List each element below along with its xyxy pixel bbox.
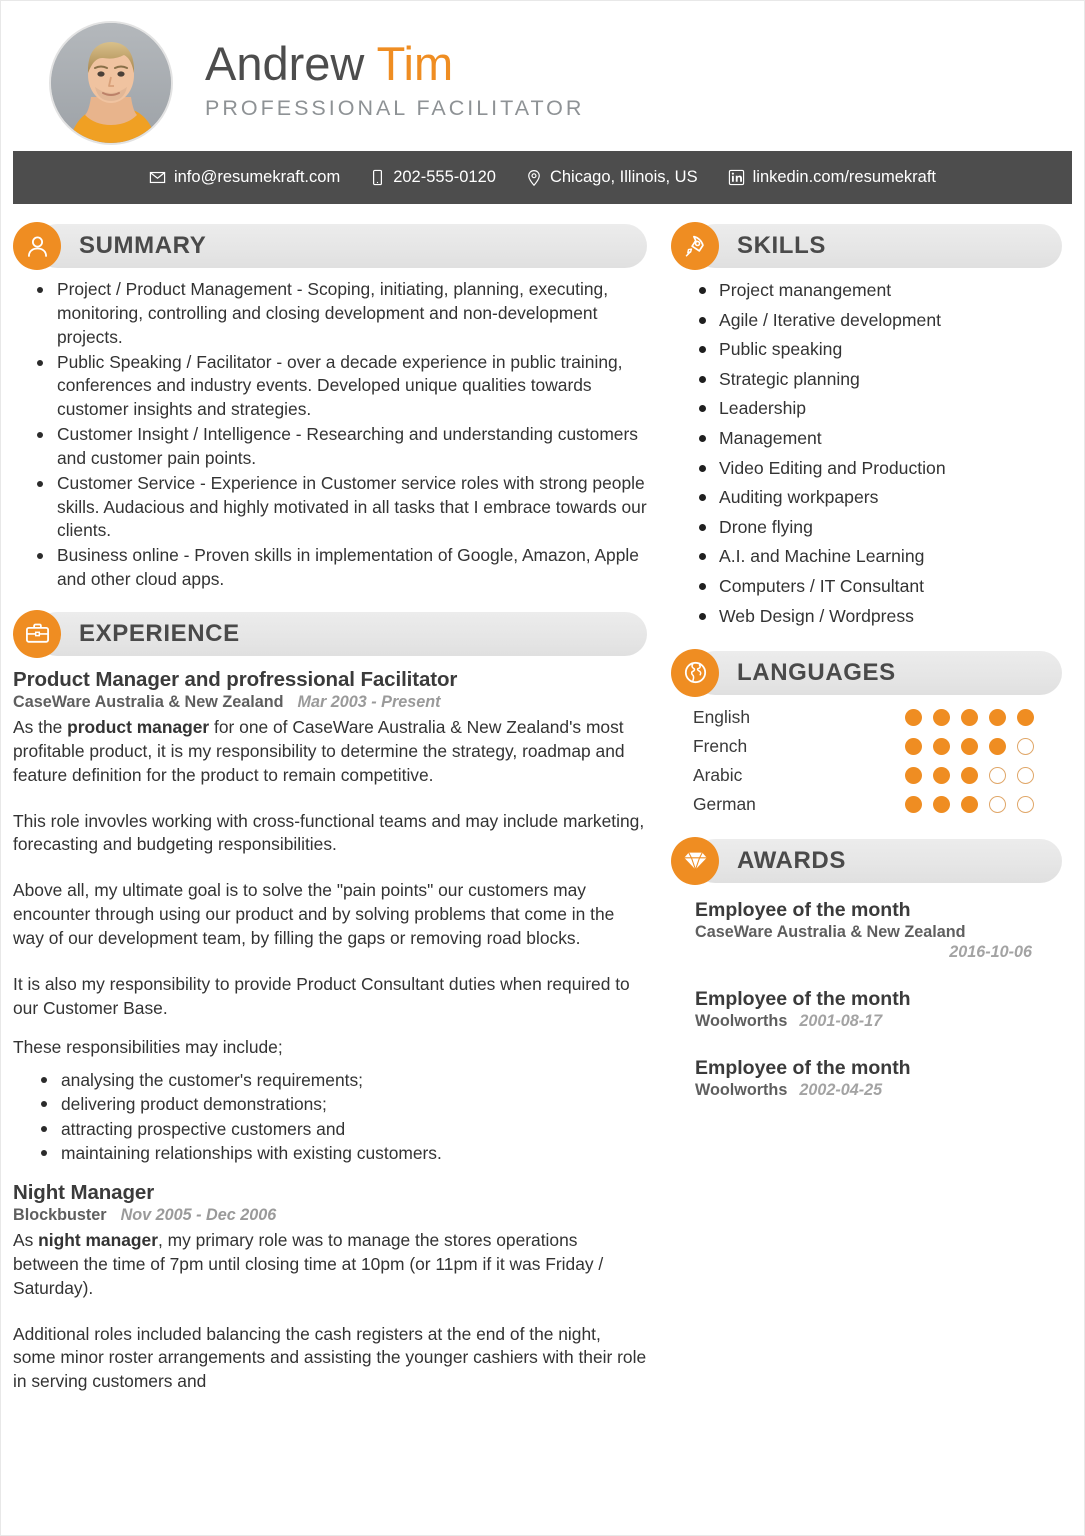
linkedin-icon: [728, 169, 745, 186]
rating-dot: [905, 709, 922, 726]
award-item: [695, 1057, 1062, 1100]
list-item: Customer Insight / Intelligence - Researching and understanding customers and customer pain points.: [35, 423, 647, 471]
section-title: SUMMARY: [79, 232, 207, 259]
mobile-phone-icon: [370, 169, 385, 186]
language-name: English: [693, 706, 751, 727]
job-paragraph: This role invovles working with cross-functional teams and may include marketing, forecasting and budgeting responsibilities.: [13, 810, 645, 855]
rating-dot: [1017, 709, 1034, 726]
rating-dot: [989, 767, 1006, 784]
list-item: maintaining relationships with existing customers.: [39, 1141, 647, 1165]
job-dates: Mar 2003 - Present: [297, 692, 441, 711]
award-date: 2002-04-25: [799, 1080, 883, 1099]
award-org-text: Woolworths: [695, 1011, 788, 1030]
language-rating: [905, 709, 1062, 726]
section-header-skills: [671, 222, 1062, 270]
job-meta: [13, 1206, 647, 1225]
skills-list: [671, 280, 1062, 627]
contact-linkedin-text: linkedin.com/resumekraft: [752, 168, 937, 186]
award-title: Employee of the month: [695, 1056, 911, 1079]
rating-dot: [961, 767, 978, 784]
list-item: analysing the customer's requirements;: [39, 1068, 647, 1092]
contact-bar: [13, 151, 1072, 204]
rating-dot: [1017, 796, 1034, 813]
job-paragraph: Additional roles included balancing the cash registers at the end of the night, some minor roster arrangements and assisting the younger cashiers with their role in serving customers and: [13, 1323, 647, 1392]
job-dates: Nov 2005 - Dec 2006: [120, 1206, 277, 1224]
experience-item: [13, 668, 647, 1165]
rating-dot: [961, 738, 978, 755]
rating-dot: [933, 796, 950, 813]
language-name: German: [693, 793, 756, 814]
list-item: Project / Product Management - Scoping, initiating, planning, executing, monitoring, controlling and closing development and non-development projects.: [35, 278, 647, 350]
award-title: Employee of the month: [695, 898, 911, 921]
location-pin-icon: [526, 169, 542, 187]
job-meta: [13, 693, 647, 712]
rating-dot: [933, 738, 950, 755]
awards-list: [671, 899, 1062, 1100]
rating-dot: [1017, 767, 1034, 784]
job-title: Night Manager: [13, 1181, 155, 1204]
languages-list: [671, 707, 1062, 815]
section-title: LANGUAGES: [737, 658, 896, 686]
portrait-photo-icon: [51, 23, 171, 143]
award-title: Employee of the month: [695, 987, 911, 1010]
rating-dot: [933, 709, 950, 726]
list-item: Strategic planning: [697, 369, 1062, 390]
section-header-languages: [671, 649, 1062, 697]
award-org: [695, 1012, 1062, 1031]
language-name: Arabic: [693, 764, 743, 785]
list-item: Customer Service - Experience in Customer service roles with strong people skills. Audacious and highly motivated in all tasks that I embrace towards our clients.: [35, 472, 647, 544]
award-item: [695, 988, 1062, 1031]
section-title: SKILLS: [737, 232, 826, 259]
list-item: Business online - Proven skills in implementation of Google, Amazon, Apple and other cloud apps.: [35, 544, 647, 592]
contact-location-text: Chicago, Illinois, US: [549, 168, 698, 186]
page-title: [205, 37, 584, 91]
rating-dot: [905, 796, 922, 813]
award-date: 2016-10-06: [949, 942, 1032, 961]
rating-dot: [905, 767, 922, 784]
contact-email-text: info@resumekraft.com: [173, 168, 341, 186]
award-item: [695, 899, 1062, 962]
contact-phone[interactable]: [370, 168, 496, 187]
list-item: Leadership: [697, 398, 1062, 419]
language-name: French: [693, 735, 748, 756]
language-rating: [905, 738, 1062, 755]
list-item: Public Speaking / Facilitator - over a decade experience in public training, conferences and industry events. Developed unique qualities towards customer insights and strategies.: [35, 351, 647, 423]
rating-dot: [989, 709, 1006, 726]
language-rating: [905, 767, 1062, 784]
resume-body: [1, 204, 1084, 1394]
right-column: [671, 222, 1062, 1394]
resume-header: [1, 1, 1084, 151]
language-rating: [905, 796, 1062, 813]
rating-dot: [905, 738, 922, 755]
section-title: AWARDS: [737, 846, 846, 874]
language-row: [693, 794, 1062, 815]
language-row: [693, 765, 1062, 786]
last-name: Tim: [376, 37, 454, 91]
job-bold-term: product manager: [67, 716, 210, 737]
summary-list: [13, 278, 647, 592]
job-paragraph: Above all, my ultimate goal is to solve the "pain points" our customers may encounter through using our product and by solving problems that come in the way of our development team, by filling the gaps or removing road blocks.: [13, 880, 615, 948]
list-item: Web Design / Wordpress: [697, 606, 1062, 627]
job-title: Product Manager and profressional Facilitator: [13, 667, 458, 691]
job-paragraph: As night manager, my primary role was to manage the stores operations between the time of 7pm until closing time at 10pm (or 11pm if it was Friday / Saturday).: [13, 1230, 604, 1298]
person-icon: [13, 222, 61, 270]
list-item: Drone flying: [697, 517, 1062, 538]
contact-location[interactable]: [526, 168, 698, 187]
section-title: EXPERIENCE: [79, 619, 240, 647]
first-name: Andrew: [205, 37, 377, 91]
diamond-icon: [671, 837, 719, 885]
job-role-subtitle: PROFESSIONAL FACILITATOR: [205, 95, 585, 120]
job-bullet-list: [13, 1068, 647, 1165]
list-item: Computers / IT Consultant: [697, 576, 1062, 597]
list-item: attracting prospective customers and: [39, 1117, 647, 1141]
job-paragraph: As the product manager for one of CaseWare Australia & New Zealand's most profitable product, it is my responsibility to determine the strategy, roadmap and feature definition for the product to remain competitive.: [13, 716, 625, 785]
globe-icon: [671, 649, 719, 697]
briefcase-icon: [13, 610, 61, 658]
award-org-text: Woolworths: [695, 1080, 788, 1099]
job-paragraph: These responsibilities may include;: [13, 1037, 283, 1058]
list-item: A.I. and Machine Learning: [697, 546, 1062, 567]
list-item: Project manangement: [697, 280, 1062, 301]
list-item: Public speaking: [697, 339, 1062, 360]
award-org: CaseWare Australia & New Zealand: [695, 922, 966, 941]
rating-dot: [933, 767, 950, 784]
rating-dot: [961, 709, 978, 726]
award-org: [695, 1081, 1062, 1100]
rating-dot: [989, 796, 1006, 813]
section-header-awards: [671, 837, 1062, 885]
rocket-icon: [671, 222, 719, 270]
contact-linkedin[interactable]: [728, 168, 936, 187]
section-header-experience: [13, 610, 647, 658]
rating-dot: [1017, 738, 1034, 755]
experience-item: [13, 1181, 647, 1394]
language-row: [693, 707, 1062, 728]
award-date: 2001-08-17: [799, 1011, 883, 1030]
list-item: Agile / Iterative development: [697, 310, 1062, 331]
list-item: Video Editing and Production: [697, 458, 1062, 479]
name-block: [205, 39, 584, 126]
list-item: Management: [697, 428, 1062, 449]
job-company: CaseWare Australia & New Zealand: [13, 692, 284, 711]
language-row: [693, 736, 1062, 757]
list-item: Auditing workpapers: [697, 487, 1062, 508]
job-company: Blockbuster: [13, 1206, 107, 1224]
contact-phone-text: 202-555-0120: [393, 168, 496, 186]
job-bold-term: night manager: [38, 1230, 158, 1250]
envelope-icon: [149, 169, 166, 186]
left-column: [13, 222, 647, 1394]
rating-dot: [989, 738, 1006, 755]
list-item: delivering product demonstrations;: [39, 1092, 647, 1116]
avatar: [49, 21, 173, 145]
section-header-summary: [13, 222, 647, 270]
contact-email[interactable]: [149, 168, 340, 187]
job-paragraph: It is also my responsibility to provide Product Consultant duties when required to our Customer Base.: [13, 973, 630, 1018]
rating-dot: [961, 796, 978, 813]
